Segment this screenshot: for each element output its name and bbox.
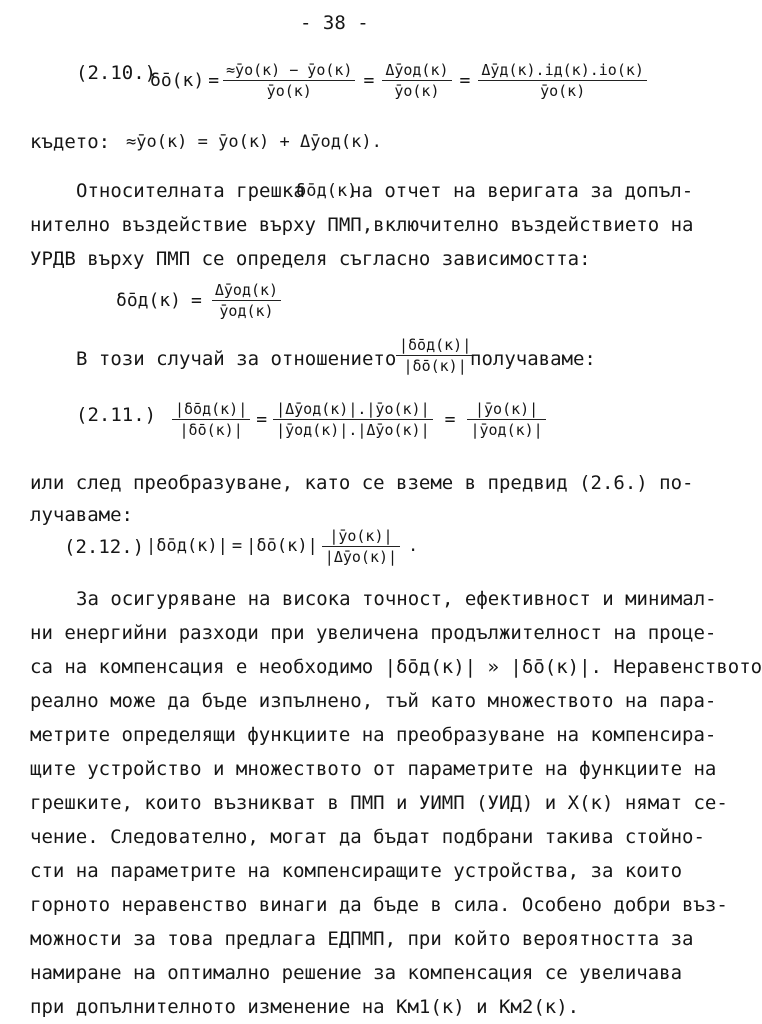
eq-2-10-fraction-2: $\frac{\text{Δȳод(к)}}{ȳo(к)}$	[382, 61, 451, 100]
eq-2-12-fraction: $\frac{|ȳo(к)|}{\text{|Δȳo(к)|}}$	[322, 527, 400, 566]
para2-line: ни енергийни разходи при увеличена продължителност на проце-	[30, 622, 717, 644]
eq-rel-lhs: δ̄од(к)	[116, 289, 182, 311]
ratio-fraction: $\frac{|\deltāод(к)|}{|\deltāo(к)|}$	[396, 322, 474, 388]
equation-2-11-label: (2.11.)	[76, 404, 157, 426]
para2-line: метрите определящи функциите на преобразуване на компенсира-	[30, 724, 717, 746]
para2-line: намиране на оптимално решение за компенсация се увеличава	[30, 962, 683, 984]
para1-line1-b: на отчет на веригата за допъл-	[350, 180, 694, 202]
para1-line1-a: Относителната грешка	[76, 180, 305, 202]
para2-line: За осигуряване на висока точност, ефективност и минимал-	[76, 588, 717, 610]
eq-2-11-fraction-2: $\frac{\text{|Δȳод(к)|.|ȳo(к)|}}{\text{|ȳод(к)|.|Δȳo(к)|}}$	[273, 400, 433, 439]
equation-2-12: |δ̄од(к)| = |δ̄o(к)| $\frac{|ȳo(к)|}{\text{|Δȳo(к)|}}$ .	[146, 526, 419, 566]
eq-2-10-fraction-3: $\frac{\text{Δȳд(к).iд(к).io(к)}}{ȳo(к)}$	[478, 61, 647, 100]
eq-2-10-lhs: δ̄o(к)	[150, 69, 205, 91]
where-label: където:	[30, 131, 111, 153]
eq-rel-fraction: $\frac{\text{Δȳод(к)}}{\text{ȳод(к)}}$	[212, 281, 281, 320]
eq-2-11-fraction-3: $\frac{|ȳo(к)|}{\text{|ȳод(к)|}}$	[467, 400, 545, 439]
eq-2-12-rhs-a: |δ̄o(к)|	[246, 536, 318, 556]
para2-line: при допълнителното изменение на Kм1(к) и Kм2(к).	[30, 996, 580, 1018]
para2-line: грешките, които възникват в ПМП и УИМП (УИД) и X(к) нямат се-	[30, 792, 728, 814]
equation-2-11: $\frac{|\deltāод(к)|}{|\deltāo(к)|}$ = $\frac{\text{|Δȳод(к)|.|ȳo(к)|}}{\text{|ȳод(к)|.|Δȳo(к)|}}$ = $\frac{|ȳo(к)|}{\text{|ȳод(к)|}}$	[172, 386, 546, 452]
equation-2-12-label: (2.12.)	[64, 536, 145, 558]
para2-line: можности за това предлага ЕДПМП, при който вероятността за	[30, 928, 694, 950]
para1-line1-symbol: δ̄од(к)	[296, 181, 358, 201]
para2-line: чение. Следователно, могат да бъдат подбрани такива стойно-	[30, 826, 705, 848]
eq-2-11-fraction-1: $\frac{|\deltāод(к)|}{|\deltāo(к)|}$	[172, 400, 250, 439]
transition-line1: или след преобразуване, като се вземе в предвид (2.6.) по-	[30, 472, 694, 494]
eq-2-10-fraction-1: $\frac{\approx ȳo(к) - ȳo(к)}{ȳo(к)}$	[223, 61, 355, 100]
para2-line: са на компенсация е необходимо |δ̄од(к)| » |δ̄o(к)|. Неравенството	[30, 656, 762, 678]
equation-2-10-label: (2.10.)	[76, 62, 157, 84]
page-number: - 38 -	[300, 12, 369, 34]
ratio-text-a: В този случай за отношението	[76, 348, 397, 370]
equation-relative-error: δ̄од(к) = $\frac{\text{Δȳод(к)}}{\text{ȳод(к)}}$	[116, 270, 281, 330]
where-expression: ≈ȳo(к) = ȳo(к) + Δȳод(к).	[126, 132, 382, 152]
para1-line3: УРДВ върху ПМП се определя съгласно зависимостта:	[30, 248, 591, 270]
eq-2-12-lhs: |δ̄од(к)|	[146, 536, 228, 556]
para2-line: реално може да бъде изпълнено, тъй като множеството на пара-	[30, 690, 717, 712]
para2-line: щите устройство и множеството от параметрите на функциите на	[30, 758, 717, 780]
para1-line2: нително въздействие върху ПМП,включително въздействието на	[30, 214, 694, 236]
equation-2-10: δ̄o(к) = $\frac{\approx ȳo(к) - ȳo(к)}{ȳo(к)}$ = $\frac{\text{Δȳод(к)}}{ȳo(к)}$ = $\frac{\text{Δȳд(к).iд(к).io(к)}}{ȳo(к)}$	[150, 40, 647, 120]
ratio-text-b: получаваме:	[470, 348, 596, 370]
para2-line: сти на параметрите на компенсиращите устройства, за които	[30, 860, 683, 882]
para2-line: горното неравенство винаги да бъде в сила. Особено добри въз-	[30, 894, 728, 916]
transition-line2: лучаваме:	[30, 504, 133, 526]
